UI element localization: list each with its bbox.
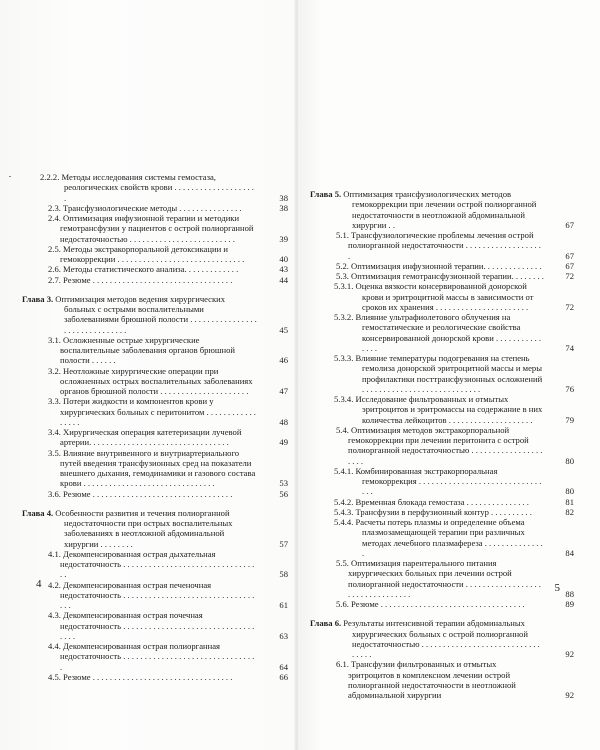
toc-entry bbox=[310, 497, 574, 507]
toc-entry-title bbox=[48, 549, 258, 580]
toc-entry-text: 4.5. Резюме . . . . . . . . . . . . . . . . . . . . . . . . . . . . . . . . . bbox=[48, 671, 233, 682]
toc-page-number: 43 bbox=[279, 264, 288, 275]
toc-entry-text: 3.3. Потери жидкости и компонентов крови у хирургических больных с перитонитом . . . . . . . . . . . . . . . . . bbox=[48, 396, 256, 427]
toc-entry-title bbox=[336, 659, 544, 700]
toc-entry bbox=[22, 213, 288, 244]
toc-entry-title bbox=[48, 610, 258, 641]
toc-entry-text: Результаты интенсивной терапии абдоминальных хирургических больных с острой полиорганной недостаточностью . . . . . . . . . . . . . . . . . . . . . . . . . . . . . . . . . bbox=[341, 618, 540, 659]
toc-page-number: 76 bbox=[565, 383, 574, 394]
toc-entry-title bbox=[334, 353, 544, 394]
toc-entry-text: 2.3. Трансфузиологические методы . . . . . . . . . . . . . . . bbox=[48, 202, 242, 213]
toc-entry-title bbox=[336, 271, 544, 281]
toc-entry-text: 3.5. Влияние внутривенного и внутриартериального путей введения трансфузионных сред на показатели внешнего дыхания, гемодинамики и газового состава крови . . . . . . . . . . . . . . . . . . . . . . . . . . . . . . . bbox=[48, 447, 256, 489]
toc-entry-text: Оптимизация методов ведения хирургических больных с острыми воспалительными заболеваниями брюшной полости . . . . . . . . . . . . . . . . . . . . . . . . . . . . . . . bbox=[53, 293, 257, 335]
toc-page-number: 63 bbox=[279, 630, 288, 641]
toc-entry-title bbox=[336, 425, 544, 466]
toc-entry-text: 3.2. Неотложные хирургические операции при осложненных острых воспалительных заболеваниях органов брюшной полости . . . . . . . . . . . . . . . . . . . . . bbox=[48, 365, 253, 396]
toc-page-number: 67 bbox=[565, 250, 574, 261]
toc-page-number: 82 bbox=[565, 506, 574, 517]
toc-entry-title bbox=[22, 294, 258, 335]
chapter-label: Глава 3. bbox=[22, 293, 54, 304]
toc-entry bbox=[310, 230, 574, 261]
toc-entry-text: 5.4. Оптимизация методов экстракорпоральной гемокоррекции при лечении перитонита с острой полиорганной недостаточностью . . . . . . . . . . . . . . . . . . . . . bbox=[336, 424, 543, 466]
toc-page-number: 39 bbox=[279, 233, 288, 244]
toc-entry-text: 4.3. Декомпенсированная острая почечная недостаточность . . . . . . . . . . . . . . . . . . . . . . . . . . . . . . . . . . . bbox=[48, 610, 255, 641]
chapter-label: Глава 4. bbox=[22, 507, 54, 518]
toc-entry-title bbox=[48, 427, 258, 448]
toc-entry-text: 3.4. Хирургическая операция катетеризации лучевой артерии. . . . . . . . . . . . . . . . . . . . . . . . . . . . . . . . . bbox=[48, 427, 242, 448]
toc-page-number: 57 bbox=[279, 538, 288, 549]
toc-entry bbox=[310, 425, 574, 466]
toc-entry bbox=[310, 281, 574, 312]
toc-entry-text: 5.3.3. Влияние температуры подогревания на степень гемолиза донорской эритроцитной массы и меры профилактики посттрансфузионных осложнений . . . . . . . . . . . . . . . . . . . . . . . . . . . . bbox=[334, 353, 543, 394]
toc-page-number: 81 bbox=[565, 496, 574, 507]
toc-entry bbox=[22, 244, 288, 265]
toc-entry bbox=[310, 394, 574, 425]
toc-entry-title bbox=[48, 366, 258, 397]
toc-entry-text: 5.4.2. Временная блокада гемостаза . . . . . . . . . . . . . . . bbox=[334, 496, 529, 507]
toc-page-number: 48 bbox=[279, 416, 288, 427]
toc-entry-title bbox=[48, 264, 258, 274]
chapter-label: Глава 5. bbox=[310, 189, 342, 199]
toc-entry bbox=[22, 366, 288, 397]
toc-entry-text: 4.1. Декомпенсированная острая дыхательная недостаточность . . . . . . . . . . . . . . . . . . . . . . . . . . . . . . . . . bbox=[48, 548, 255, 580]
toc-entry bbox=[22, 427, 288, 448]
toc-entry-text: 5.6. Резюме . . . . . . . . . . . . . . . . . . . . . . . . . . . . . . . . . . bbox=[336, 599, 525, 609]
toc-entry-text: 5.4.4. Расчеты потерь плазмы и определение объема плазмозамещающей терапии при различных методах лечебного плазмафереза . . . . . . . . . . . . . . . bbox=[334, 517, 543, 558]
toc-entry-title bbox=[48, 396, 258, 427]
toc-entry-title bbox=[48, 275, 258, 285]
toc-entry bbox=[22, 264, 288, 274]
left-page-number: 4 bbox=[36, 578, 42, 590]
left-page bbox=[0, 0, 296, 750]
toc-entry-text: 5.3.1. Оценка вязкости консервированной донорской крови и эритроцитной массы в зависимости от сроков их хранения . . . . . . . . . . . . . . . . . . . . . . bbox=[334, 281, 534, 312]
toc-entry-text: 3.6. Резюме . . . . . . . . . . . . . . . . . . . . . . . . . . . . . . . . . bbox=[48, 488, 233, 499]
margin-mark bbox=[9, 176, 11, 177]
toc-entry-title bbox=[336, 558, 544, 599]
toc-entry bbox=[310, 599, 574, 609]
toc-entry-text: 5.5. Оптимизация парентерального питания хирургических больных при лечении острой полиорганной недостаточности . . . . . . . . . . . . . . . . . . . . . . . . . . . . . . . . . bbox=[336, 558, 541, 599]
toc-entry-text: 5.4.1. Комбинированная экстракорпоральная гемокоррекция . . . . . . . . . . . . . . . . . . . . . . . . . . . . . . . . bbox=[334, 465, 542, 497]
toc-entry bbox=[22, 335, 288, 366]
toc-entry-text: 5.3. Оптимизация гемотрансфузионной терапии. . . . . . . . bbox=[336, 271, 544, 281]
toc-entry bbox=[310, 507, 574, 517]
toc-page-number: 80 bbox=[565, 455, 574, 466]
toc-entry-text: 5.3.2. Влияние ультрафиолетового облучения на гемостатические и реологические свойства консервированной донорской крови . . . . . . . . . . . . . . . bbox=[334, 312, 542, 353]
toc-entry bbox=[22, 580, 288, 611]
toc-entry bbox=[22, 396, 288, 427]
toc-entry-title bbox=[334, 394, 544, 425]
toc-entry-title bbox=[48, 335, 258, 366]
toc-entry-text: 5.3.4. Исследование фильтрованных и отмытых эритроцитов и эритромассы на содержание в них количества лейкоцитов . . . . . . . . . . . . . . . . . . . . bbox=[334, 394, 543, 425]
toc-entry-title bbox=[334, 506, 544, 517]
toc-chapter-entry bbox=[310, 189, 574, 230]
toc-entry bbox=[310, 271, 574, 281]
toc-entry bbox=[310, 558, 574, 599]
toc-entry bbox=[310, 466, 574, 497]
right-page-number: 5 bbox=[554, 582, 560, 594]
toc-entry-text: 5.1. Трансфузиологические проблемы лечения острой полиорганной недостаточности . . . . . . . . . . . . . . . . . . . bbox=[336, 230, 541, 261]
toc-page-number: 38 bbox=[279, 202, 288, 213]
toc-entry-text: 5.2. Оптимизация инфузионной терапии. . . . . . . . . . . . . . bbox=[336, 260, 542, 271]
toc-page-number: 40 bbox=[279, 254, 288, 264]
toc-entry bbox=[310, 312, 574, 353]
toc-entry-text: 2.2.2. Методы исследования системы гемостаза, реологических свойств крови . . . . . . . . . . . . . . . . . . . . bbox=[40, 172, 254, 203]
toc-entry-title bbox=[22, 508, 258, 549]
toc-entry-title bbox=[48, 213, 258, 244]
toc-page-number: 89 bbox=[565, 599, 574, 609]
toc-page-number: 67 bbox=[565, 260, 574, 271]
toc-page-number: 72 bbox=[565, 301, 574, 312]
toc-entry bbox=[22, 641, 288, 672]
toc-page-number: 49 bbox=[279, 437, 288, 448]
toc-entry bbox=[310, 517, 574, 558]
chapter-label: Глава 6. bbox=[310, 618, 342, 629]
toc-entry bbox=[22, 489, 288, 499]
toc-entry-text: 3.1. Осложненные острые хирургические воспалительные заболевания органов брюшной полости . . . . . . bbox=[48, 334, 235, 366]
toc-entry bbox=[310, 261, 574, 271]
toc-entry-title bbox=[334, 465, 544, 497]
toc-entry-title bbox=[334, 517, 544, 558]
toc-entry bbox=[22, 448, 288, 489]
toc-entry-text: Особенности развития и течения полиорганной недостаточности при острых воспалительных заболеваниях в неотложной абдоминальной хирургии . . . . . . . . bbox=[53, 507, 233, 549]
toc-page-number: 88 bbox=[565, 588, 574, 599]
toc-page-number: 58 bbox=[279, 569, 288, 580]
toc-entry bbox=[22, 672, 288, 682]
toc-entry-title bbox=[48, 489, 258, 499]
toc-page-number: 45 bbox=[279, 324, 288, 335]
toc-page-number: 84 bbox=[565, 547, 574, 558]
toc-entry-text: 2.4. Оптимизация инфузионной терапии и методики гемотрансфузии у пациентов с острой полиорганной недостаточностью . . . . . . . . . . . . . . . . . . . . . . . . . bbox=[48, 213, 254, 244]
toc-page-number: 92 bbox=[565, 649, 574, 659]
left-toc-column bbox=[22, 172, 288, 682]
toc-entry-text: 2.7. Резюме . . . . . . . . . . . . . . . . . . . . . . . . . . . . . . . . . bbox=[48, 274, 233, 285]
toc-entry-text: 5.4.3. Трансфузии в перфузионный контур . . . . . . . . . . bbox=[334, 506, 532, 517]
toc-entry-title bbox=[40, 172, 258, 203]
toc-entry-title bbox=[336, 599, 544, 609]
toc-page-number: 46 bbox=[279, 355, 288, 366]
toc-entry-title bbox=[48, 448, 258, 489]
toc-page-number: 92 bbox=[565, 690, 574, 700]
toc-page-number: 72 bbox=[565, 271, 574, 281]
toc-entry-title bbox=[336, 261, 544, 271]
toc-entry-title bbox=[48, 672, 258, 682]
toc-chapter-entry bbox=[22, 508, 288, 549]
toc-entry bbox=[22, 275, 288, 285]
toc-entry-text: 4.4. Декомпенсированная острая полиорганная недостаточность . . . . . . . . . . . . . . . . . . . . . . . . . . . . . . . . bbox=[48, 641, 255, 672]
toc-entry-title bbox=[48, 244, 258, 265]
toc-entry bbox=[22, 203, 288, 213]
toc-entry-title bbox=[48, 641, 258, 672]
toc-page-number: 66 bbox=[279, 671, 288, 682]
toc-page-number: 79 bbox=[565, 414, 574, 425]
toc-page-number: 64 bbox=[279, 661, 288, 672]
toc-page-number: 47 bbox=[279, 386, 288, 396]
toc-entry-title bbox=[334, 281, 544, 312]
toc-page-number: 67 bbox=[565, 219, 574, 230]
toc-entry-title bbox=[334, 312, 544, 353]
toc-page-number: 80 bbox=[565, 486, 574, 497]
toc-page-number: 53 bbox=[279, 478, 288, 489]
toc-entry-text: Оптимизация трансфузиологических методов гемокоррекции при лечении острой полиорганной недостаточности в неотложной абдоминальной хирургии . . bbox=[341, 189, 537, 230]
toc-entry-title bbox=[310, 618, 544, 659]
toc-entry-title bbox=[336, 230, 544, 261]
toc-entry-text: 6.1. Трансфузии фильтрованных и отмытых эритроцитов в комплексном лечении острой полиорганной недостаточности в неотложной абдоминальной хирургии bbox=[336, 659, 516, 700]
toc-entry bbox=[22, 172, 288, 203]
toc-entry-title bbox=[48, 203, 258, 213]
toc-entry-text: 2.5. Методы экстракорпоральной детоксикации и гемокоррекции . . . . . . . . . . . . . . . . . . . . . . . . . . . . . . bbox=[48, 243, 245, 264]
toc-page-number: 56 bbox=[279, 488, 288, 499]
toc-chapter-entry bbox=[22, 294, 288, 335]
toc-page-number: 38 bbox=[279, 192, 288, 203]
toc-chapter-entry bbox=[310, 618, 574, 659]
toc-entry-title bbox=[334, 496, 544, 507]
toc-entry-text: 4.2. Декомпенсированная острая печеночная недостаточность . . . . . . . . . . . . . . . . . . . . . . . . . . . . . . . . . . bbox=[48, 579, 255, 610]
toc-page-number: 74 bbox=[565, 342, 574, 353]
toc-entry bbox=[310, 659, 574, 700]
toc-page-number: 44 bbox=[279, 274, 288, 285]
toc-page-number: 61 bbox=[279, 600, 288, 610]
right-page bbox=[298, 0, 600, 750]
toc-entry-text: 2.6. Методы статистического анализа. . . . . . . . . . . . . bbox=[48, 264, 239, 275]
toc-entry bbox=[310, 353, 574, 394]
toc-entry-title bbox=[48, 580, 258, 611]
toc-entry-title bbox=[310, 189, 544, 230]
toc-entry bbox=[22, 610, 288, 641]
toc-entry bbox=[22, 549, 288, 580]
right-toc-column bbox=[310, 180, 574, 700]
